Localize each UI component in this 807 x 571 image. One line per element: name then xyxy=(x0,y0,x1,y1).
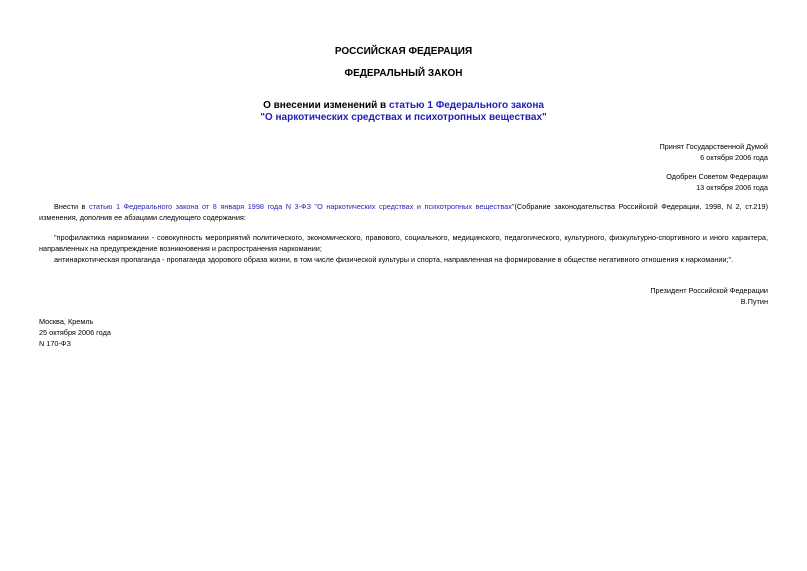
signing-date: 25 октября 2006 года xyxy=(39,328,111,337)
p1-suffix: (Собрание законодательства Российской Федерации, 1998, N 2, ст.219) изменения, дополнив ее абзацами следующего содержания: xyxy=(39,202,769,222)
law-type-heading: ФЕДЕРАЛЬНЫЙ ЗАКОН xyxy=(344,68,463,79)
law-title xyxy=(0,100,807,124)
paragraph-prevention-definition: "профилактика наркомании - совокупность мероприятий политического, экономического, правового, социального, медицинского, педагогического, культурного, физкультурно-спортивного и иного характера, направленных на предупреждение возникновения и распространения наркомании; xyxy=(39,233,768,253)
law-reference-link[interactable]: статью 1 Федерального закона от 8 января 1998 года N 3-ФЗ "О наркотических средствах и психотропных веществах" xyxy=(88,202,515,211)
duma-adoption xyxy=(659,141,768,163)
signer-title: Президент Российской Федерации xyxy=(650,286,768,295)
approved-date: 13 октября 2006 года xyxy=(696,183,768,192)
law-name-link[interactable]: "О наркотических средствах и психотропных веществах" xyxy=(260,112,547,123)
country-heading: РОССИЙСКАЯ ФЕДЕРАЦИЯ xyxy=(334,46,473,57)
place-date-block xyxy=(39,316,111,349)
signature-block xyxy=(650,285,768,307)
law-number: N 170-ФЗ xyxy=(39,339,71,348)
adopted-date: 6 октября 2006 года xyxy=(700,153,768,162)
title-prefix: О внесении изменений в xyxy=(263,100,389,111)
signer-name: В.Путин xyxy=(740,297,768,306)
council-approval xyxy=(666,171,768,193)
paragraph-amendment xyxy=(39,201,768,223)
paragraph-propaganda-definition: антинаркотическая пропаганда - пропаганда здорового образа жизни, в том числе физической культуры и спорта, направленная на формирование в обществе негативного отношения к наркомании;". xyxy=(54,255,734,264)
location: Москва, Кремль xyxy=(39,317,94,326)
article-link[interactable]: статью 1 Федерального закона xyxy=(388,100,544,111)
adopted-by: Принят Государственной Думой xyxy=(659,142,768,151)
approved-by: Одобрен Советом Федерации xyxy=(666,172,768,181)
p1-prefix: Внести в xyxy=(54,202,89,211)
